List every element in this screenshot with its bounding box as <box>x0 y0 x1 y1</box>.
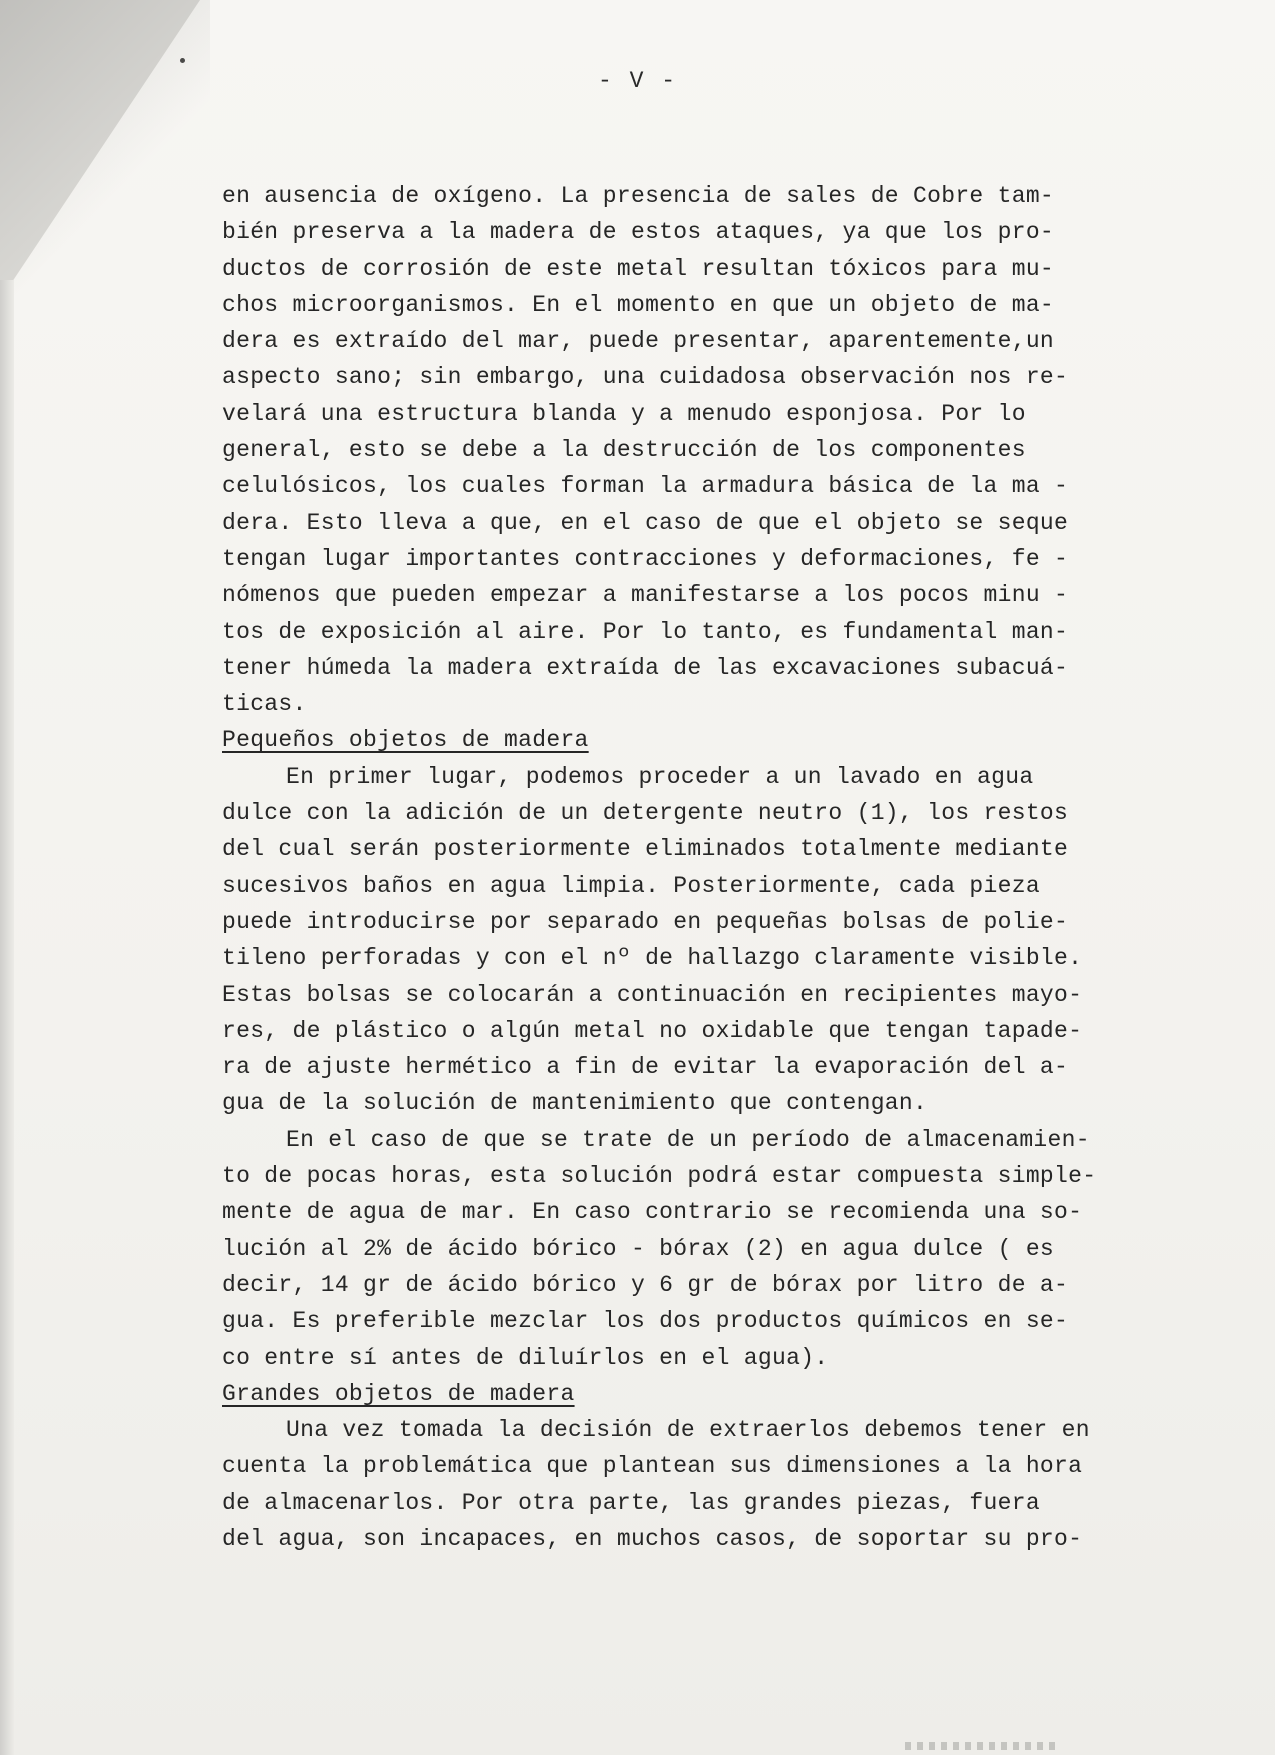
text-line: celulósicos, los cuales forman la armadura básica de la ma - <box>222 473 1069 500</box>
text-line: ductos de corrosión de este metal resultan tóxicos para mu- <box>222 255 1055 282</box>
text-line: co entre sí antes de diluírlos en el agua). <box>222 1344 829 1371</box>
text-line: general, esto se debe a la destrucción de los componentes <box>222 437 1026 464</box>
paper-speck <box>180 58 185 63</box>
text-line: Estas bolsas se colocarán a continuación en recipientes mayo- <box>222 981 1083 1008</box>
text-line: sucesivos baños en agua limpia. Posteriormente, cada pieza <box>222 872 1040 899</box>
text-line: chos microorganismos. En el momento en que un objeto de ma- <box>222 291 1055 318</box>
text-line: del agua, son incapaces, en muchos casos, de soportar su pro- <box>222 1525 1083 1552</box>
page-number: - V - <box>597 68 677 94</box>
folded-corner <box>0 0 200 300</box>
text-line: tos de exposición al aire. Por lo tanto, es fundamental man- <box>222 618 1069 645</box>
text-line: decir, 14 gr de ácido bórico y 6 gr de bórax por litro de a- <box>222 1271 1069 1298</box>
text-line: En primer lugar, podemos proceder a un lavado en agua <box>286 763 1034 790</box>
text-line: Una vez tomada la decisión de extraerlos debemos tener en <box>286 1417 1090 1444</box>
page-edge <box>0 280 14 1755</box>
text-line: dera. Esto lleva a que, en el caso de que el objeto se seque <box>222 509 1069 536</box>
text-line: ticas. <box>222 691 307 718</box>
text-line: ra de ajuste hermético a fin de evitar la evaporación del a- <box>222 1054 1069 1081</box>
text-line: En el caso de que se trate de un período de almacenamien- <box>286 1126 1090 1153</box>
text-line: de almacenarlos. Por otra parte, las grandes piezas, fuera <box>222 1489 1040 1516</box>
bleed-through-mark <box>905 1742 1055 1750</box>
text-line: gua de la solución de mantenimiento que contengan. <box>222 1090 928 1117</box>
text-line: aspecto sano; sin embargo, una cuidadosa observación nos re- <box>222 364 1069 391</box>
text-line: bién preserva a la madera de estos ataques, ya que los pro- <box>222 219 1055 246</box>
text-line: lución al 2% de ácido bórico - bórax (2) en agua dulce ( es <box>222 1235 1055 1262</box>
section-heading <box>222 1376 1152 1412</box>
text-line: dulce con la adición de un detergente neutro (1), los restos <box>222 800 1069 827</box>
text-line: en ausencia de oxígeno. La presencia de sales de Cobre tam- <box>222 183 1055 209</box>
section-heading-text: Pequeños objetos de madera <box>222 727 589 754</box>
text-line: res, de plástico o algún metal no oxidable que tengan tapade- <box>222 1017 1083 1044</box>
section-heading <box>222 722 1152 758</box>
text-line: tileno perforadas y con el nº de hallazgo claramente visible. <box>222 945 1083 972</box>
text-line: tener húmeda la madera extraída de las excavaciones subacuá- <box>222 654 1069 681</box>
text-line: velará una estructura blanda y a menudo esponjosa. Por lo <box>222 400 1026 427</box>
section-heading-text: Grandes objetos de madera <box>222 1380 575 1407</box>
text-line: to de pocas horas, esta solución podrá estar compuesta simple- <box>222 1163 1097 1190</box>
text-line: nómenos que pueden empezar a manifestarse a los pocos minu - <box>222 582 1069 609</box>
text-line: cuenta la problemática que plantean sus dimensiones a la hora <box>222 1453 1083 1480</box>
text-line: del cual serán posteriormente eliminados totalmente mediante <box>222 836 1069 863</box>
text-line: mente de agua de mar. En caso contrario se recomienda una so- <box>222 1199 1083 1226</box>
text-line: tengan lugar importantes contracciones y deformaciones, fe - <box>222 545 1069 572</box>
text-line: puede introducirse por separado en pequeñas bolsas de polie- <box>222 908 1069 935</box>
text-line: dera es extraído del mar, puede presentar, aparentemente,un <box>222 328 1055 355</box>
body-text <box>222 178 1152 1557</box>
text-line: gua. Es preferible mezclar los dos productos químicos en se- <box>222 1308 1069 1335</box>
